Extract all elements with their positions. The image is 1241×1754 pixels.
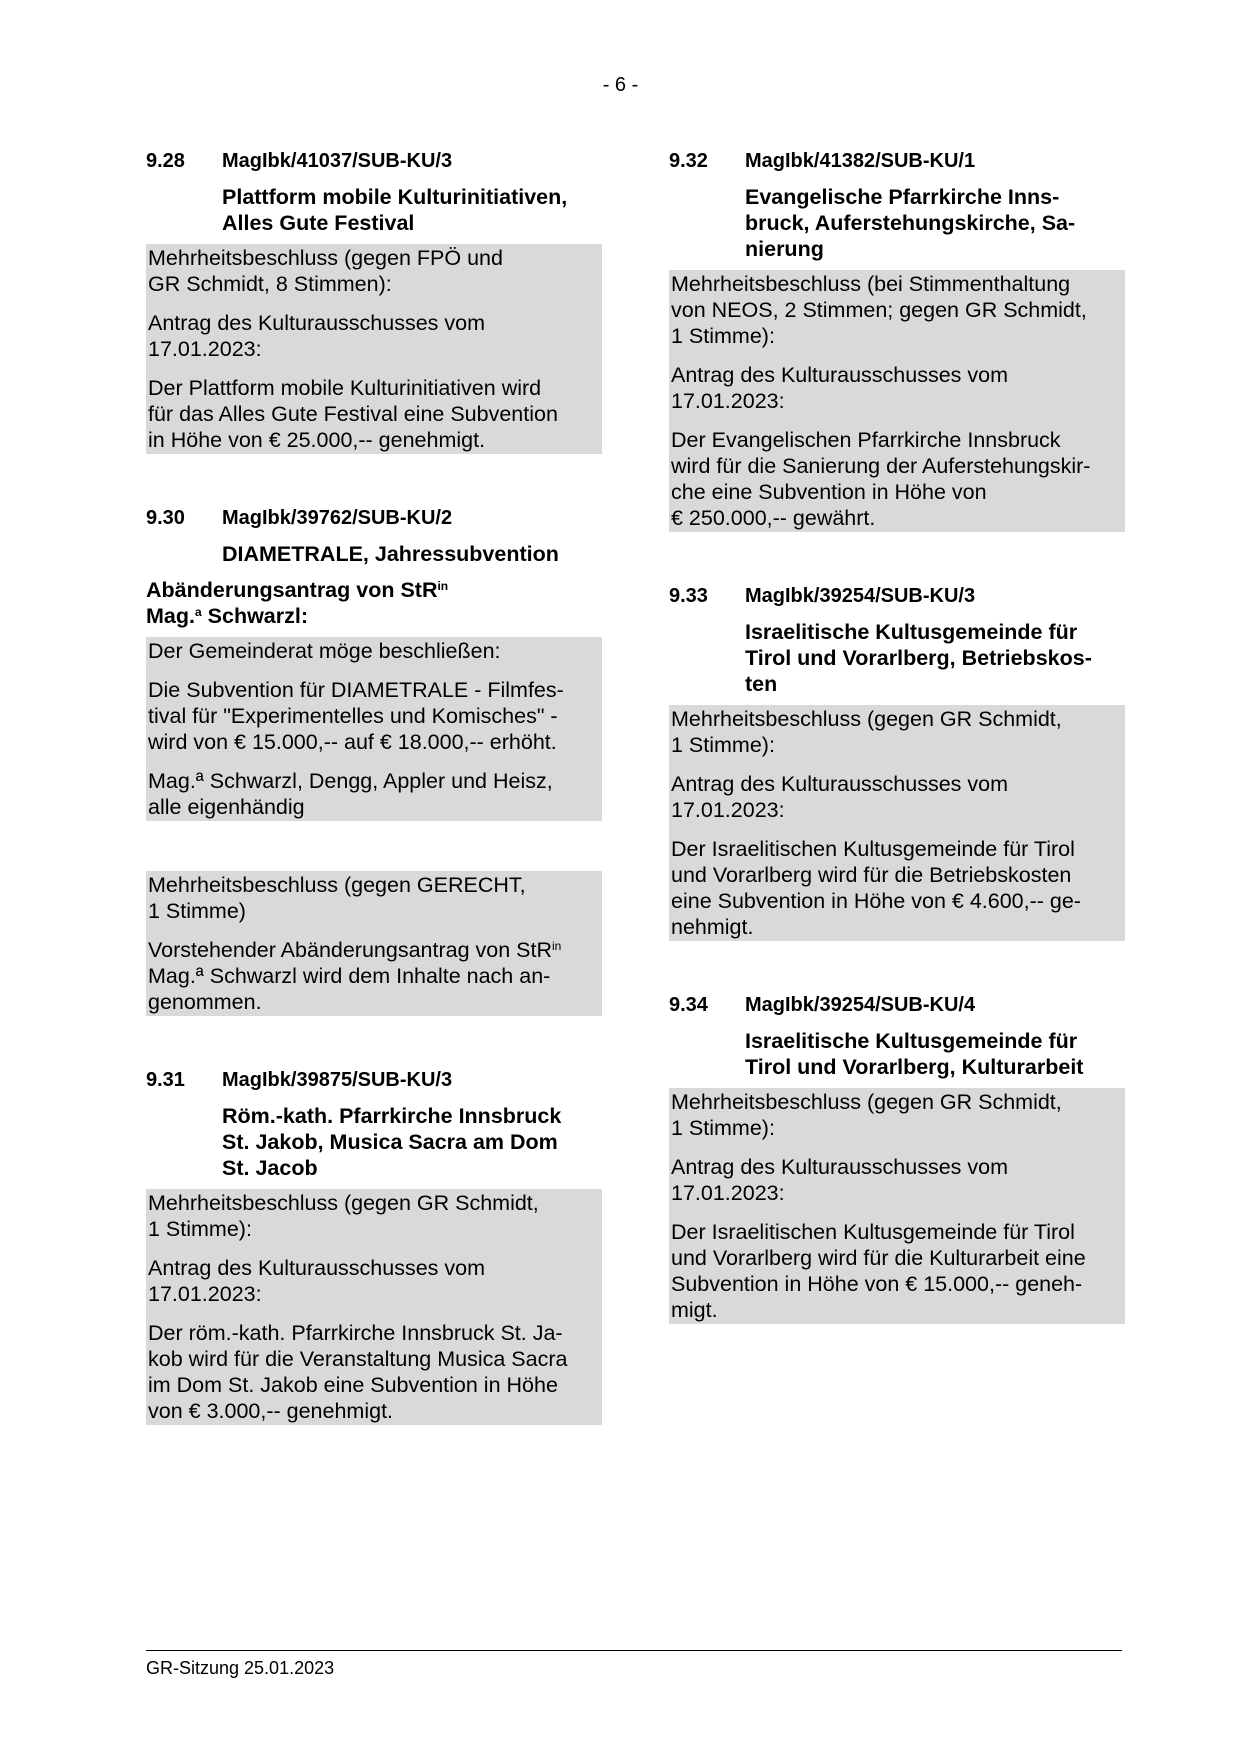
resolution-text: Der Israelitischen Kultusgemeinde für Tirol und Vorarlberg wird für die Betriebskosten eine Subvention in Höhe von € 4.600,-- ge- nehmigt.: [671, 837, 1081, 939]
amendment-intro: Der Gemeinderat möge beschließen:: [148, 639, 501, 663]
agenda-item-9-30: [146, 505, 602, 1016]
item-title: Evangelische Pfarrkirche Inns- bruck, Auferstehungskirche, Sa- nierung: [745, 185, 1076, 261]
resolution-text: Der röm.-kath. Pfarrkirche Innsbruck St. Ja- kob wird für die Veranstaltung Musica Sacra im Dom St. Jakob eine Subvention in Höhe von € 3.000,-- genehmigt.: [148, 1321, 568, 1423]
amendment-signatories: Mag.ª Schwarzl, Dengg, Appler und Heisz, alle eigenhändig: [148, 769, 553, 819]
left-column: [146, 148, 602, 1425]
resolution-text: Vorstehender Abänderungsantrag von StR$^{in}$ Mag.ª Schwarzl wird dem Inhalte nach an- genommen.: [148, 938, 562, 1014]
item-title: Plattform mobile Kulturinitiativen, Alles Gute Festival: [222, 185, 568, 235]
resolution-box: [669, 705, 1125, 941]
item-code: MagIbk/41382/SUB-KU/1: [745, 150, 976, 172]
item-number: 9.30: [146, 507, 185, 529]
vote-result: Mehrheitsbeschluss (gegen GR Schmidt, 1 Stimme):: [671, 1090, 1062, 1140]
vote-result: Mehrheitsbeschluss (gegen GERECHT, 1 Stimme): [148, 873, 526, 923]
footer-session-date: GR-Sitzung 25.01.2023: [146, 1658, 335, 1678]
motion-source: Antrag des Kulturausschusses vom 17.01.2023:: [148, 311, 485, 361]
footer-divider: [146, 1650, 1122, 1651]
agenda-item-9-28: [146, 148, 602, 454]
resolution-text: Der Israelitischen Kultusgemeinde für Tirol und Vorarlberg wird für die Kulturarbeit eine Subvention in Höhe von € 15.000,-- geneh- migt.: [671, 1220, 1086, 1322]
item-number: 9.32: [669, 150, 708, 172]
item-code: MagIbk/39762/SUB-KU/2: [222, 507, 453, 529]
amendment-box: [146, 637, 602, 821]
item-number: 9.31: [146, 1069, 185, 1091]
item-number: 9.33: [669, 585, 708, 607]
motion-source: Antrag des Kulturausschusses vom 17.01.2023:: [671, 772, 1008, 822]
agenda-item-9-32: [669, 148, 1125, 532]
agenda-item-9-34: [669, 992, 1125, 1324]
resolution-box: [669, 1088, 1125, 1324]
resolution-box: [146, 244, 602, 454]
right-column: [669, 148, 1125, 1324]
vote-result: Mehrheitsbeschluss (gegen GR Schmidt, 1 Stimme):: [148, 1191, 539, 1241]
resolution-box: [669, 270, 1125, 532]
item-code: MagIbk/39875/SUB-KU/3: [222, 1069, 453, 1091]
vote-result: Mehrheitsbeschluss (bei Stimmenthaltung von NEOS, 2 Stimmen; gegen GR Schmidt, 1 Stimme):: [671, 272, 1087, 348]
item-code: MagIbk/39254/SUB-KU/3: [745, 585, 976, 607]
motion-source: Antrag des Kulturausschusses vom 17.01.2023:: [671, 1155, 1008, 1205]
item-code: MagIbk/39254/SUB-KU/4: [745, 994, 976, 1016]
resolution-box: [146, 871, 602, 1016]
resolution-box: [146, 1189, 602, 1425]
motion-source: Antrag des Kulturausschusses vom 17.01.2023:: [148, 1256, 485, 1306]
resolution-text: Der Plattform mobile Kulturinitiativen wird für das Alles Gute Festival eine Subvention in Höhe von € 25.000,-- genehmigt.: [148, 376, 558, 452]
vote-result: Mehrheitsbeschluss (gegen GR Schmidt, 1 Stimme):: [671, 707, 1062, 757]
resolution-text: Der Evangelischen Pfarrkirche Innsbruck wird für die Sanierung der Auferstehungskir- che eine Subvention in Höhe von € 250.000,-- gewährt.: [671, 428, 1091, 530]
amendment-heading: Abänderungsantrag von StR$^{in}$ Mag.$^a$ Schwarzl:: [146, 578, 449, 628]
item-title: Israelitische Kultusgemeinde für Tirol und Vorarlberg, Betriebskos- ten: [745, 620, 1092, 696]
item-code: MagIbk/41037/SUB-KU/3: [222, 150, 453, 172]
item-title: Röm.-kath. Pfarrkirche Innsbruck St. Jakob, Musica Sacra am Dom St. Jacob: [222, 1104, 562, 1180]
item-title: Israelitische Kultusgemeinde für Tirol und Vorarlberg, Kulturarbeit: [745, 1029, 1084, 1079]
agenda-item-9-33: [669, 583, 1125, 941]
motion-source: Antrag des Kulturausschusses vom 17.01.2023:: [671, 363, 1008, 413]
item-title: DIAMETRALE, Jahressubvention: [222, 542, 559, 566]
item-number: 9.28: [146, 150, 185, 172]
item-number: 9.34: [669, 994, 708, 1016]
vote-result: Mehrheitsbeschluss (gegen FPÖ und GR Schmidt, 8 Stimmen):: [148, 246, 503, 296]
agenda-item-9-31: [146, 1067, 602, 1425]
amendment-text: Die Subvention für DIAMETRALE - Filmfes- tival für "Experimentelles und Komisches" - wird von € 15.000,-- auf € 18.000,-- erhöht.: [148, 678, 564, 754]
page-number: - 6 -: [602, 74, 639, 96]
